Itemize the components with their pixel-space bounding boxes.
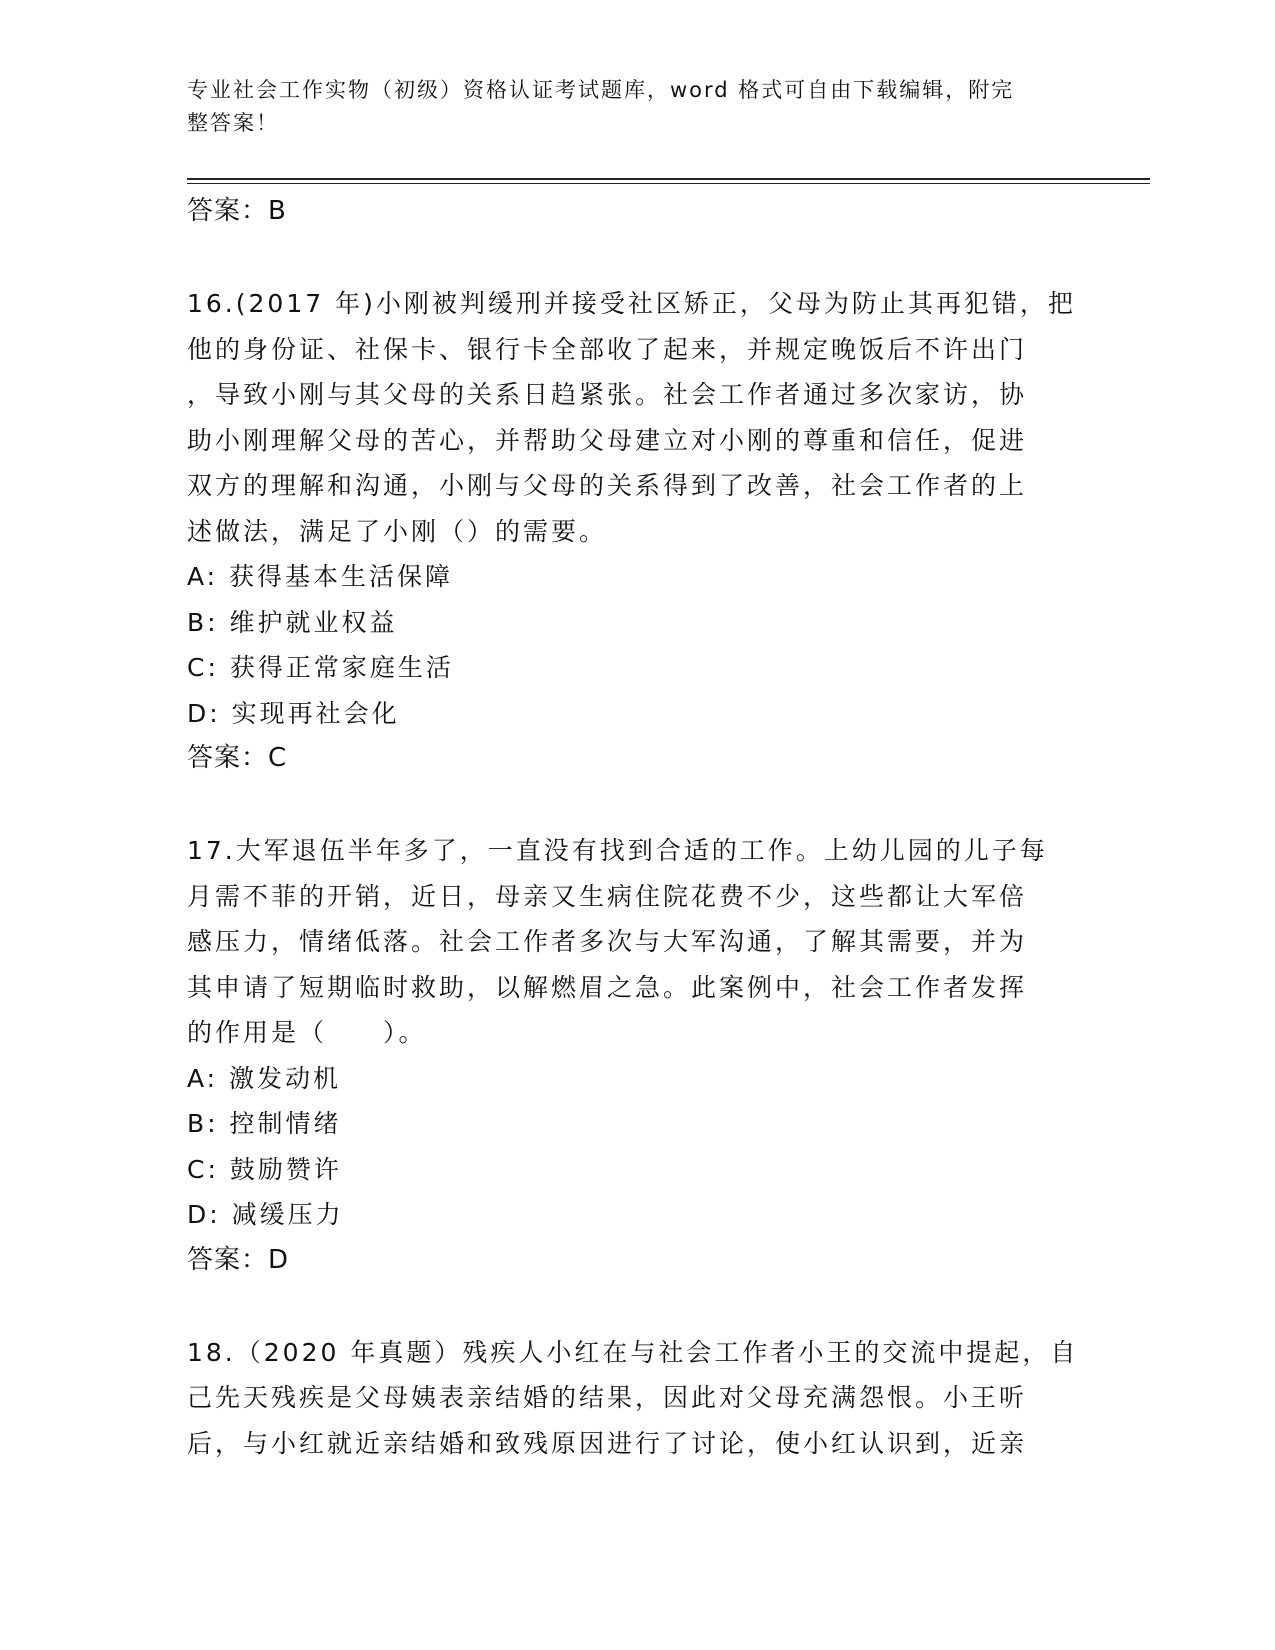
question-18 xyxy=(187,1330,1087,1467)
option-a: A: 获得基本生活保障 xyxy=(187,562,454,591)
question-text-line: 助小刚理解父母的苦心，并帮助父母建立对小刚的尊重和信任，促进 xyxy=(187,425,1028,455)
option-b: B: 控制情绪 xyxy=(187,1109,342,1138)
question-text-line: 他的身份证、社保卡、银行卡全部收了起来，并规定晚饭后不许出门 xyxy=(187,334,1028,364)
question-text-line: 18.（2020 年真题）残疾人小红在与社会工作者小王的交流中提起，自 xyxy=(187,1337,1079,1367)
question-16 xyxy=(187,281,1087,781)
option-c: C: 获得正常家庭生活 xyxy=(187,653,454,682)
option-a: A: 激发动机 xyxy=(187,1063,342,1093)
option-d: D: 减缓压力 xyxy=(187,1200,344,1229)
question-text-line: 17.大军退伍半年多了，一直没有找到合适的工作。上幼儿园的儿子每 xyxy=(187,836,1048,865)
header-note-line: 整答案！ xyxy=(187,111,279,135)
answer-line: 答案：B xyxy=(187,196,287,226)
question-text-line: 双方的理解和沟通，小刚与父母的关系得到了改善，社会工作者的上 xyxy=(187,471,1028,500)
header-rule-thin xyxy=(187,183,1150,184)
question-content xyxy=(187,189,1087,1466)
question-text-line: 的作用是（ ）。 xyxy=(187,1018,427,1047)
header-rule-thick xyxy=(187,178,1150,180)
question-text-line: 己先天残疾是父母姨表亲结婚的结果，因此对父母充满怨恨。小王听 xyxy=(187,1383,1028,1412)
question-text-line: 月需不菲的开销，近日，母亲又生病住院花费不少，这些都让大军倍 xyxy=(187,881,1028,911)
question-text-line: 16.(2017 年)小刚被判缓刑并接受社区矫正，父母为防止其再犯错，把 xyxy=(187,289,1076,318)
option-b: B: 维护就业权益 xyxy=(187,607,398,637)
option-d: D: 实现再社会化 xyxy=(187,698,400,728)
header-note-line: 专业社会工作实物（初级）资格认证考试题库，word 格式可自由下载编辑，附完 xyxy=(187,78,1015,102)
option-c: C: 鼓励赞许 xyxy=(187,1154,342,1184)
header-note xyxy=(187,74,1067,140)
question-17 xyxy=(187,828,1087,1283)
answer-line: 答案：D xyxy=(187,1244,290,1275)
answer-line: 答案：C xyxy=(187,743,288,773)
question-text-line: 述做法，满足了小刚（）的需要。 xyxy=(187,516,608,546)
question-text-line: 感压力，情绪低落。社会工作者多次与大军沟通，了解其需要，并为 xyxy=(187,927,1028,956)
question-text-line: 其申请了短期临时救助，以解燃眉之急。此案例中，社会工作者发挥 xyxy=(187,972,1028,1002)
question-text-line: ，导致小刚与其父母的关系日趋紧张。社会工作者通过多次家访，协 xyxy=(187,380,1028,409)
question-text-line: 后，与小红就近亲结婚和致残原因进行了讨论，使小红认识到，近亲 xyxy=(187,1428,1028,1458)
